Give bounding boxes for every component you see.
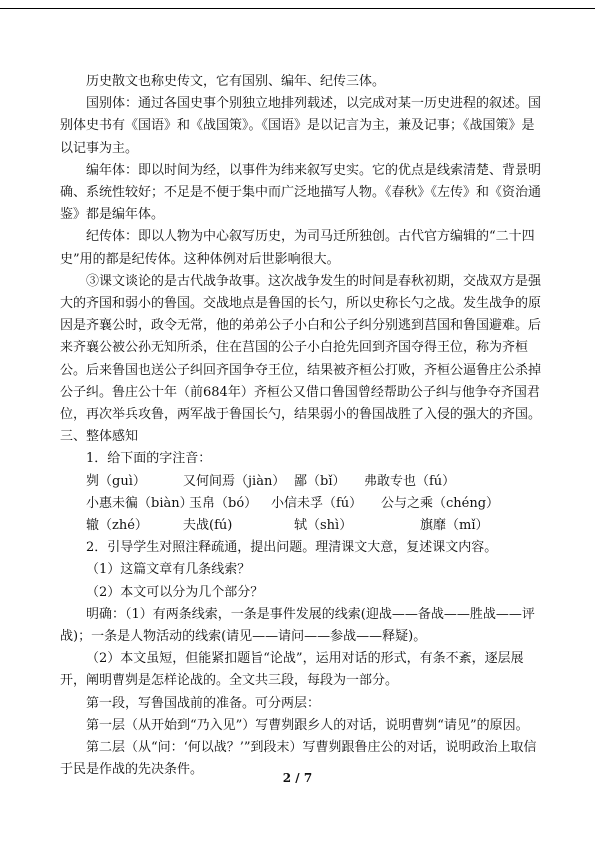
- pinyin-item: 小信未孚（fú）: [271, 495, 363, 511]
- paragraph-guobie: 国别体：通过各国史事个别独立地排列载述，以完成对某一历史进程的叙述。国别体史书有《国语》和《战国策》。《国语》是以记言为主，兼及记事；《战国策》是以记事为主。: [60, 96, 542, 156]
- segment-1: 第一段，写鲁国战前的准备。可分两层：: [86, 695, 321, 711]
- layer-2: 第二层（从“问：‘何以战？’”到段末）写曹刿跟鲁庄公的对话，说明政治上取信于民是作战的先决条件。: [60, 740, 537, 778]
- question-2-1: （1）这篇文章有几条线索？: [86, 562, 251, 578]
- pinyin-item: 玉帛（bó）: [189, 495, 258, 511]
- pinyin-row-3: [60, 515, 545, 537]
- pinyin-item: 辙（zhé）: [86, 518, 148, 534]
- pinyin-item: 轼（shì）: [294, 518, 353, 534]
- pinyin-row-1: [60, 471, 545, 493]
- pinyin-item: 公与之乘（chéng）: [381, 495, 500, 511]
- header-rule: [0, 8, 595, 9]
- pinyin-row-2: [60, 493, 545, 515]
- paragraph-biannian: 编年体：即以时间为经，以事件为纬来叙写史实。它的优点是线索清楚、背景明确、系统性较好；不足是不便于集中而广泛地描写人物。《春秋》《左传》和《资治通鉴》都是编年体。: [60, 162, 542, 223]
- paragraph-jizhuan: 纪传体：即以人物为中心叙写历史，为司马迁所独创。古代官方编辑的“二十四史”用的都是纪传体。这种体例对后世影响很大。: [60, 229, 535, 267]
- pinyin-item: 旗靡（mǐ）: [420, 518, 489, 534]
- paragraph-intro: 历史散文也称史传文，它有国别、编年、纪传三体。: [86, 74, 386, 89]
- answer-2: （2）本文虽短，但能紧扣题旨“论战”，运用对话的形式，有条不紊，逐层展开，阐明曹刿是怎样论战的。全文共三段，每段为一部分。: [60, 651, 524, 689]
- question-2-2: （2）本文可以分为几个部分？: [86, 584, 264, 600]
- pinyin-item: 小惠未徧（biàn）: [86, 495, 193, 511]
- section-heading: 三、整体感知: [60, 429, 139, 445]
- answer-1: 明确：（1）有两条线索，一条是事件发展的线索(迎战——备战——胜战——评战)；一条是人物活动的线索(请见——请问——参战——释疑)。: [60, 606, 535, 645]
- pinyin-item: 又何间焉（jiàn）: [183, 473, 286, 489]
- question-2: 2．引导学生对照注释疏通，提出问题。理清课文大意，复述课文内容。: [86, 540, 498, 556]
- page-body: [60, 71, 545, 782]
- layer-1: 第一层（从开始到“乃入见”）写曹刿跟乡人的对话，说明曹刿“请见”的原因。: [86, 717, 529, 733]
- pinyin-item: 刿（guì）: [86, 473, 146, 489]
- pinyin-item: 鄙（bǐ）: [294, 473, 346, 489]
- pinyin-item: 弗敢专也（fú）: [364, 473, 456, 489]
- pinyin-item: 夫战(fú): [183, 518, 233, 534]
- page-number: 2 / 7: [282, 771, 313, 785]
- question-1: 1．给下面的字注音：: [86, 451, 212, 467]
- paragraph-background: ③课文谈论的是古代战争故事。这次战争发生的时间是春秋初期，交战双方是强大的齐国和弱小的鲁国。交战地点是鲁国的长勺，所以史称长勺之战。发生战争的原因是齐襄公时，政令无常，他的弟弟公子小白和公子纠分别逃到莒国和鲁国避难。后来齐襄公被公孙无知所杀，住在莒国的公子小白抢先回到齐国夺得王位，称为齐桓公。后来鲁国也送公子纠回齐国争夺王位，结果被齐桓公打败，齐桓公逼鲁庄公杀掉公子纠。鲁庄公十年（前684年）齐桓公又借口鲁国曾经帮助公子纠与他争夺齐国君位，再次举兵攻鲁，两军战于鲁国长勺，结果弱小的鲁国战胜了入侵的强大的齐国。: [60, 273, 542, 423]
